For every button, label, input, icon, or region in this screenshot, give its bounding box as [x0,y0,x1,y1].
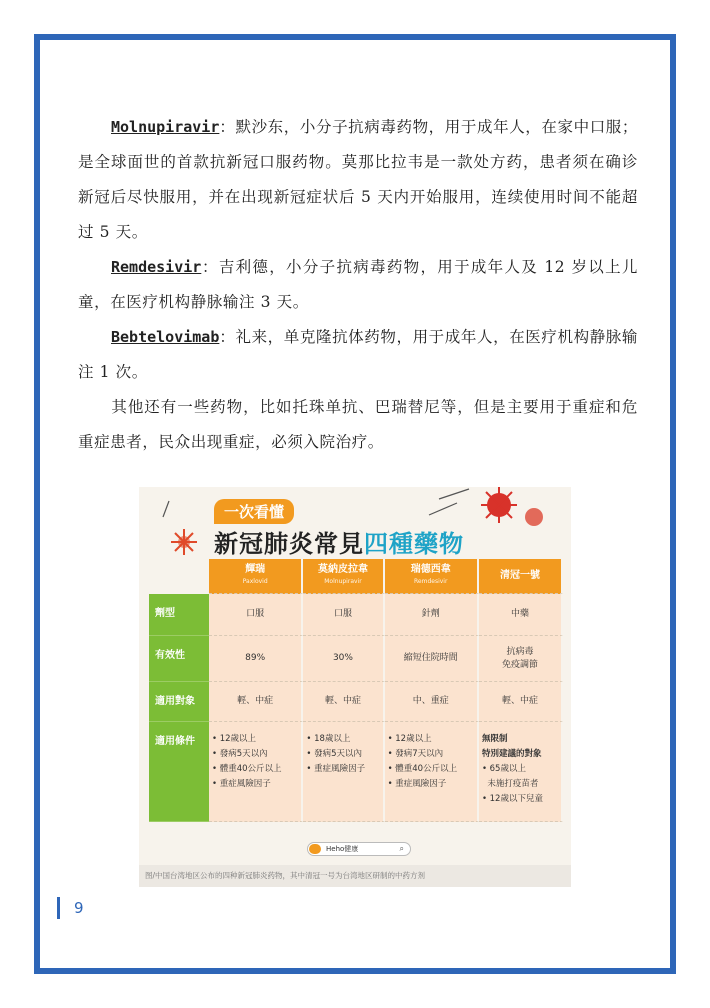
conditions-cell [385,722,479,822]
column-sub: Remdesivir [414,578,448,585]
figure-title-accent: 四種藥物 [364,530,464,558]
column-header [385,559,479,594]
condition-item: • 18歲以上 [306,734,351,744]
table-row [149,594,563,636]
condition-item: • 體重40公斤以上 [387,764,458,774]
condition-item: • 重症風險因子 [212,779,271,789]
table-cell: 針劑 [385,594,479,636]
paragraph-text: ：默沙东，小分子抗病毒药物，用于成年人，在家中口服；是全球面世的首款抗新冠口服药物。莫那比拉韦是一款处方药，患者须在确诊新冠后尽快服用，并在出现新冠症状后 5 天内开始服用，连续使用时间不能超过 5 天。 [78,118,638,241]
figure-tag: 一次看懂 [214,499,294,524]
paragraph-bebtelovimab [78,320,638,390]
condition-item: 無限制 [481,734,508,744]
drug-table [149,559,563,822]
table-cell: 抗病毒 免疫調節 [479,636,563,682]
paragraph-molnupiravir [78,110,638,250]
column-sub: Molnupiravir [324,578,362,585]
table-corner [149,559,209,594]
column-sub: Paxlovid [242,578,268,585]
column-header [303,559,384,594]
row-label: 劑型 [149,594,209,636]
article-body [78,110,638,460]
page-number-bar [57,897,60,919]
table-cell: 輕、中症 [303,682,384,722]
figure-title-main: 新冠肺炎常見 [214,530,364,558]
paragraph-text: ：吉利德，小分子抗病毒药物，用于成年人及 12 岁以上儿童，在医疗机构静脉输注 3 天。 [78,258,638,311]
conditions-cell [209,722,303,822]
table-cell: 89% [209,636,303,682]
brand-name: Heho健康 [326,845,359,853]
table-cell: 輕、中症 [209,682,303,722]
condition-item: • 重症風險因子 [306,764,366,774]
condition-item: 特別建議的對象 [481,749,542,759]
table-cell: 中藥 [479,594,563,636]
table-cell: 口服 [303,594,384,636]
condition-item: • 12歲以下兒童 [481,794,543,804]
drug-name: Remdesivir [111,258,202,276]
figure-caption: 图/中国台湾地区公布的四种新冠肺炎药物，其中清冠一号为台湾地区研制的中药方剂 [139,865,571,887]
drug-comparison-infographic [139,487,571,887]
paragraph-text: ：礼来，单克隆抗体药物，用于成年人，在医疗机构静脉输注 1 次。 [78,328,638,381]
drug-name: Molnupiravir [111,118,220,136]
condition-item: • 發病5天以內 [306,749,362,759]
paragraph-text: 其他还有一些药物，比如托珠单抗、巴瑞替尼等，但是主要用于重症和危重症患者，民众出现重症，必须入院治疗。 [78,398,638,451]
column-header [209,559,303,594]
table-cell: 30% [303,636,384,682]
column-name: 清冠一號 [499,570,540,581]
search-icon: ⌕ [399,844,404,853]
column-header [479,559,563,594]
table-cell: 中、重症 [385,682,479,722]
drug-name: Bebtelovimab [111,328,220,346]
brand-logo-icon [309,844,321,854]
condition-item: 未施打疫苗者 [481,779,539,789]
page-number: 9 [74,899,84,917]
table-row [149,682,563,722]
paragraph-remdesivir [78,250,638,320]
condition-item: • 12歲以上 [387,734,432,744]
table-cell: 縮短住院時間 [385,636,479,682]
conditions-cell [303,722,384,822]
condition-item: • 發病5天以內 [212,749,268,759]
column-name: 輝瑞 [245,564,266,575]
table-row [149,636,563,682]
condition-item: • 重症風險因子 [387,779,447,789]
table-cell: 輕、中症 [479,682,563,722]
table-cell: 口服 [209,594,303,636]
figure-title [214,524,464,559]
row-label: 適用條件 [149,722,209,822]
column-name: 莫納皮拉韋 [317,564,368,575]
brand-search-bar [307,842,411,856]
condition-item: • 12歲以上 [212,734,257,744]
row-label: 適用對象 [149,682,209,722]
conditions-cell [479,722,563,822]
row-label: 有效性 [149,636,209,682]
paragraph-other-drugs [78,390,638,460]
table-row [149,722,563,822]
condition-item: • 發病7天以內 [387,749,444,759]
condition-item: • 65歲以上 [481,764,526,774]
condition-item: • 體重40公斤以上 [212,764,282,774]
column-name: 瑞德西韋 [410,564,451,575]
